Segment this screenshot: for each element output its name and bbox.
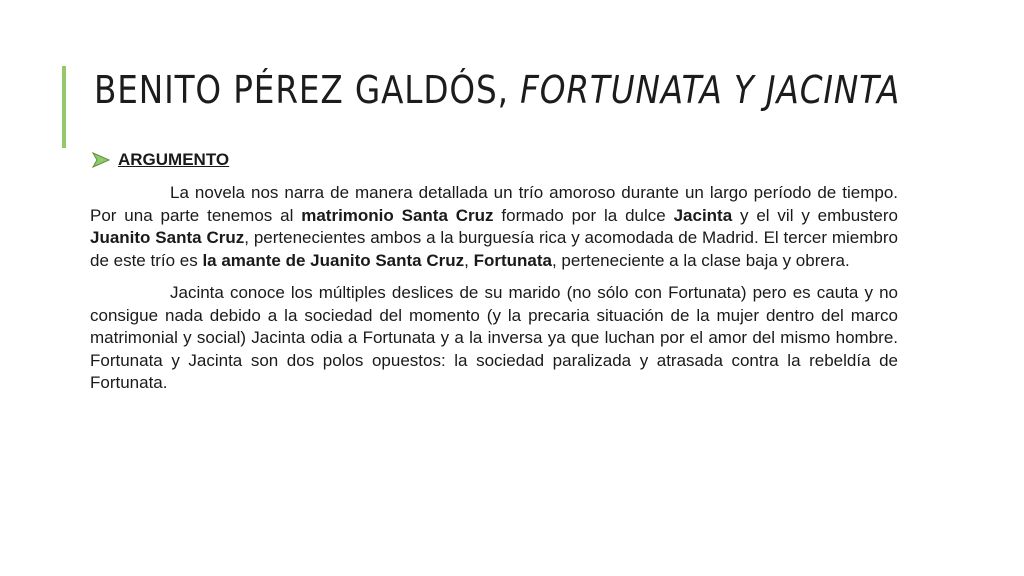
slide-content (90, 148, 898, 405)
p1-text-3: y el vil y embustero (732, 205, 898, 225)
p1-bold-3: Juanito Santa Cruz (90, 228, 245, 247)
p1-bold-5: Fortunata (473, 250, 552, 270)
arrowhead-bullet-icon (90, 152, 112, 168)
paragraph-1 (90, 182, 898, 272)
p1-text-5: , (464, 250, 474, 270)
p1-bold-4: la amante de Juanito Santa Cruz (202, 250, 465, 270)
p1-text-6: , perteneciente a la clase baja y obrera. (551, 250, 850, 270)
slide-title-main: BENITO PÉREZ GALDÓS, (94, 68, 521, 112)
p1-text-4: , pertenecientes ambos a la burguesía rica y acomodada de Madrid. El tercer miembro de este trío es (90, 228, 898, 270)
title-accent-bar (62, 66, 66, 148)
section-label: ARGUMENTO (118, 150, 230, 169)
p1-text-1: La novela nos narra de manera detallada un trío amoroso durante un largo período de tiempo. Por una parte tenemos al (90, 183, 898, 225)
p1-bold-1: matrimonio Santa Cruz (301, 205, 494, 225)
slide-title (94, 66, 901, 114)
p1-bold-2: Jacinta (673, 205, 733, 225)
section-heading (90, 148, 898, 172)
slide-title-italic: FORTUNATA Y JACINTA (520, 68, 901, 112)
paragraph-2: Jacinta conoce los múltiples deslices de su marido (no sólo con Fortunata) pero es cauta y no consigue nada debido a la sociedad del momento (y la precaria situación de la mujer dentro del marco matrimonial y social) Jacinta odia a Fortunata y a la inversa ya que luchan por el amor del mismo hombre. Fortunata y Jacinta son dos polos opuestos: la sociedad paralizada y atrasada contra la rebeldía de Fortunata. (90, 283, 898, 392)
p1-text-2: formado por la dulce (493, 205, 674, 225)
